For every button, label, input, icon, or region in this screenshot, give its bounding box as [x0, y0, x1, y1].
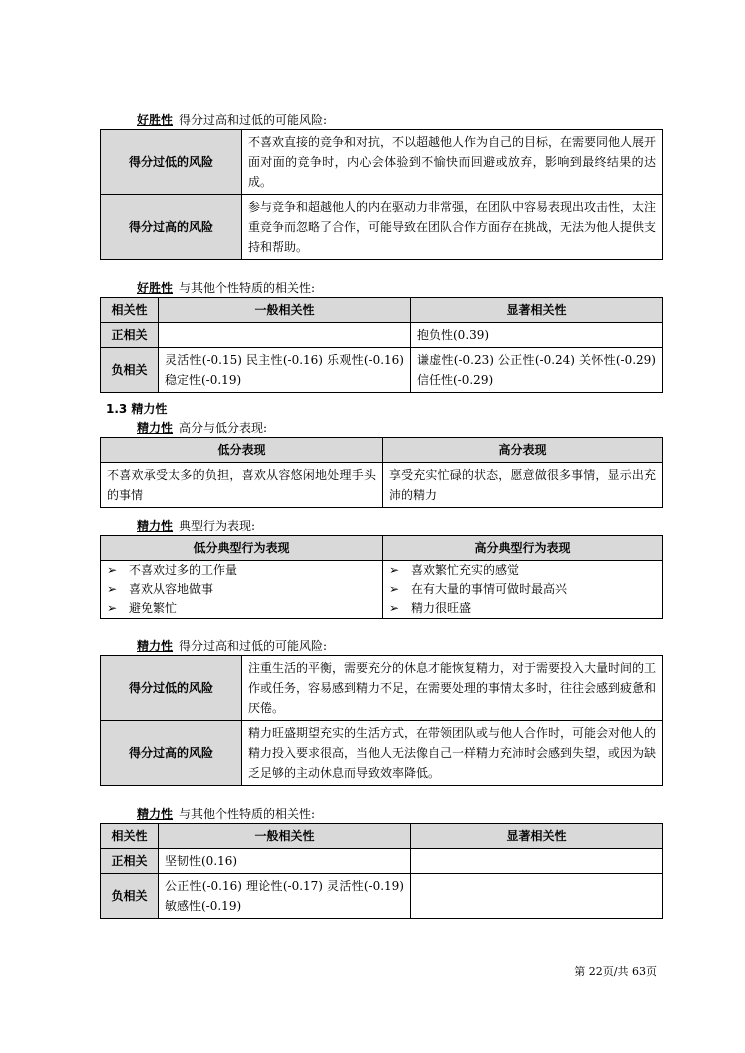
header-low-behavior: 低分典型行为表现 [101, 536, 383, 561]
behavior-caption [137, 518, 255, 534]
header-correlation: 相关性 [101, 298, 159, 323]
table-row [101, 463, 663, 508]
trait-keyword: 精力性 [137, 519, 174, 533]
header-significant: 显著相关性 [411, 298, 663, 323]
caption-text: 得分过高和过低的可能风险: [179, 113, 328, 127]
positive-general [159, 323, 411, 348]
positive-significant: 抱负性(0.39) [411, 323, 663, 348]
corr-table [100, 823, 663, 919]
corr-caption [137, 280, 315, 296]
risk-low-text: 注重生活的平衡，需要充分的休息才能恢复精力，对于需要投入大量时间的工作或任务，容易感到精力不足，在需要处理的事情太多时，往往会感到疲惫和厌倦。 [242, 656, 663, 721]
arrow-bullet-icon: ➢ [389, 601, 400, 615]
table-row [101, 195, 663, 260]
trait-keyword: 精力性 [137, 807, 174, 821]
risk-table [100, 129, 663, 260]
caption-text: 与其他个性特质的相关性: [179, 807, 316, 821]
list-item: ➢ 精力很旺盛 [389, 599, 656, 618]
negative-label: 负相关 [101, 348, 159, 393]
low-description: 不喜欢承受太多的负担，喜欢从容悠闲地处理手头的事情 [101, 463, 383, 508]
table-row [101, 656, 663, 721]
arrow-bullet-icon: ➢ [389, 563, 400, 577]
risk-caption [137, 112, 327, 128]
table-row [101, 849, 663, 874]
high-behavior-list [383, 561, 663, 619]
trait-keyword: 好胜性 [137, 281, 174, 295]
header-general: 一般相关性 [159, 298, 411, 323]
behavior-table [100, 535, 663, 619]
negative-significant: 谦虚性(-0.23) 公正性(-0.24) 关怀性(-0.29) 信任性(-0.29) [411, 348, 663, 393]
positive-label: 正相关 [101, 849, 159, 874]
negative-general: 灵活性(-0.15) 民主性(-0.16) 乐观性(-0.16) 稳定性(-0.19) [159, 348, 411, 393]
caption-text: 与其他个性特质的相关性: [179, 281, 316, 295]
list-item: ➢ 避免繁忙 [107, 599, 376, 618]
risk-low-label: 得分过低的风险 [101, 656, 242, 721]
table-header-row [101, 298, 663, 323]
risk-high-label: 得分过高的风险 [101, 721, 242, 786]
header-significant: 显著相关性 [411, 824, 663, 849]
table-row [101, 130, 663, 195]
corr-caption [137, 806, 315, 822]
list-item: ➢ 喜欢从容地做事 [107, 580, 376, 599]
risk-high-text: 参与竞争和超越他人的内在驱动力非常强，在团队中容易表现出攻击性，太注重竞争而忽略了合作，可能导致在团队合作方面存在挑战，无法为他人提供支持和帮助。 [242, 195, 663, 260]
risk-low-text: 不喜欢直接的竞争和对抗，不以超越他人作为自己的目标，在需要同他人展开面对面的竞争时，内心会体验到不愉快而回避或放弃，影响到最终结果的达成。 [242, 130, 663, 195]
trait-keyword: 精力性 [137, 639, 174, 653]
header-low: 低分表现 [101, 438, 383, 463]
list-item: ➢ 在有大量的事情可做时最高兴 [389, 580, 656, 599]
caption-text: 高分与低分表现: [179, 421, 268, 435]
arrow-bullet-icon: ➢ [107, 563, 118, 577]
trait-keyword: 精力性 [137, 421, 174, 435]
positive-general: 坚韧性(0.16) [159, 849, 411, 874]
section-title: 1.3 精力性 [106, 402, 168, 416]
risk-caption [137, 638, 327, 654]
header-high: 高分表现 [383, 438, 663, 463]
page-number: 第 22页/共 63页 [574, 965, 657, 978]
negative-significant [411, 874, 663, 919]
table-row [101, 323, 663, 348]
table-row [101, 874, 663, 919]
table-header-row [101, 824, 663, 849]
caption-text: 得分过高和过低的可能风险: [179, 639, 328, 653]
negative-general: 公正性(-0.16) 理论性(-0.17) 灵活性(-0.19) 敏感性(-0.19) [159, 874, 411, 919]
arrow-bullet-icon: ➢ [107, 582, 118, 596]
header-high-behavior: 高分典型行为表现 [383, 536, 663, 561]
high-description: 享受充实忙碌的状态，愿意做很多事情，显示出充沛的精力 [383, 463, 663, 508]
score-caption [137, 420, 267, 436]
table-header-row [101, 438, 663, 463]
risk-table [100, 655, 663, 786]
table-row [101, 561, 663, 619]
table-row [101, 721, 663, 786]
arrow-bullet-icon: ➢ [389, 582, 400, 596]
table-row [101, 348, 663, 393]
negative-label: 负相关 [101, 874, 159, 919]
low-behavior-list [101, 561, 383, 619]
risk-high-label: 得分过高的风险 [101, 195, 242, 260]
trait-keyword: 好胜性 [137, 113, 174, 127]
table-header-row [101, 536, 663, 561]
score-table [100, 437, 663, 508]
header-general: 一般相关性 [159, 824, 411, 849]
risk-high-text: 精力旺盛期望充实的生活方式，在带领团队或与他人合作时，可能会对他人的精力投入要求很高，当他人无法像自己一样精力充沛时会感到失望，或因为缺乏足够的主动休息而导致效率降低。 [242, 721, 663, 786]
risk-low-label: 得分过低的风险 [101, 130, 242, 195]
list-item: ➢ 不喜欢过多的工作量 [107, 561, 376, 580]
header-correlation: 相关性 [101, 824, 159, 849]
corr-table [100, 297, 663, 393]
positive-significant [411, 849, 663, 874]
arrow-bullet-icon: ➢ [107, 601, 118, 615]
caption-text: 典型行为表现: [179, 519, 256, 533]
list-item: ➢ 喜欢繁忙充实的感觉 [389, 561, 656, 580]
positive-label: 正相关 [101, 323, 159, 348]
